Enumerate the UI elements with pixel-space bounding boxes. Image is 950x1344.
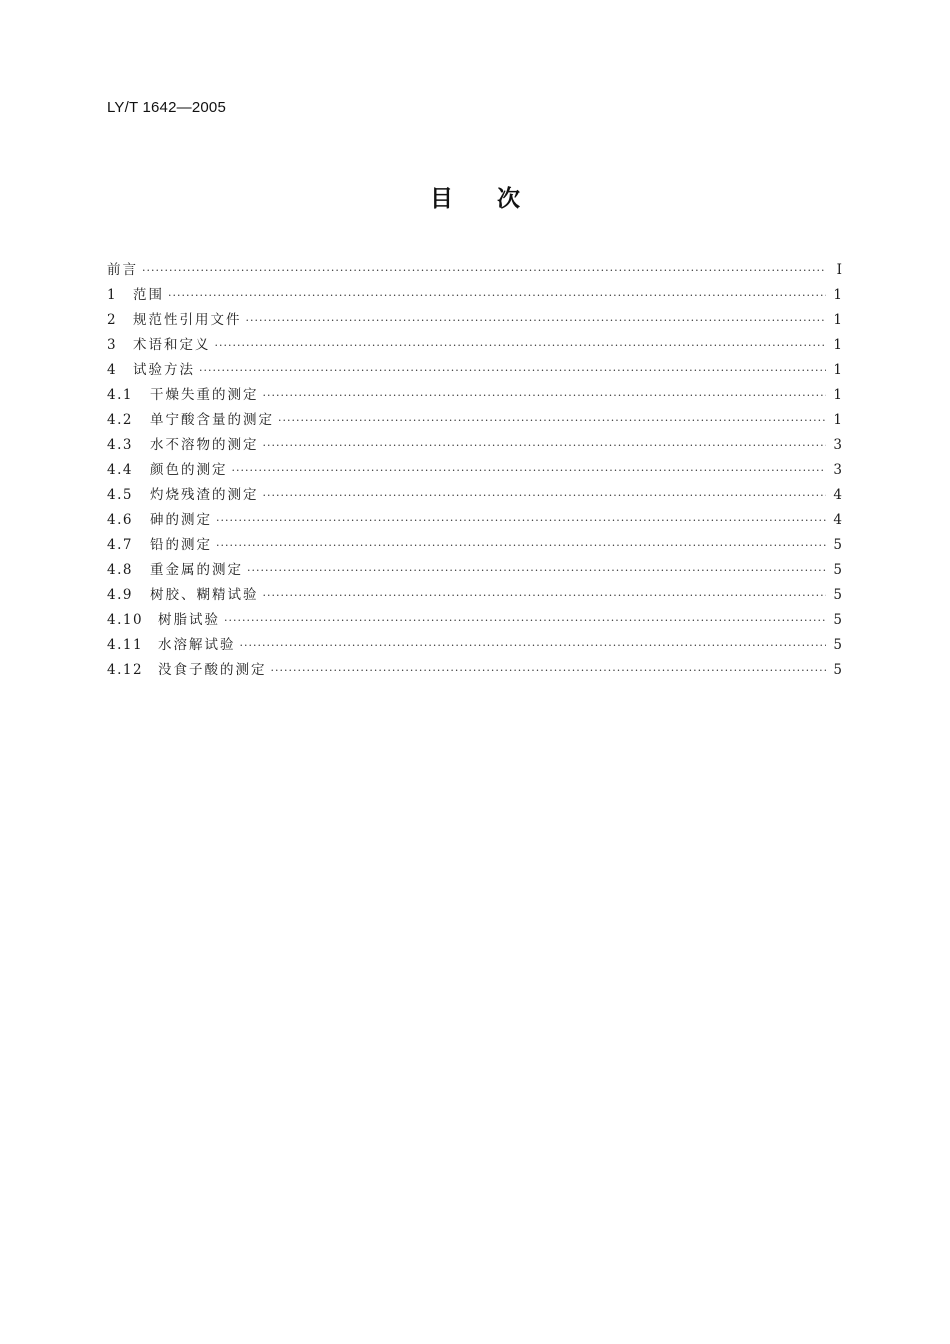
toc-entry-4-5[interactable] bbox=[107, 483, 842, 508]
toc-entry-4[interactable] bbox=[107, 358, 842, 383]
toc-entry-label: 树脂试验 bbox=[158, 612, 220, 628]
toc-entry-page: 1 bbox=[833, 312, 842, 328]
table-of-contents bbox=[107, 258, 842, 683]
toc-entry-label: 前言 bbox=[107, 262, 138, 278]
toc-entry-foreword[interactable] bbox=[107, 258, 842, 283]
toc-entry-number: 4.3 bbox=[107, 437, 133, 453]
toc-entry-4-10[interactable] bbox=[107, 608, 842, 633]
toc-entry-page: 4 bbox=[833, 487, 842, 503]
toc-entry-page: 5 bbox=[833, 587, 842, 603]
toc-entry-label: 铅的测定 bbox=[150, 537, 212, 553]
toc-entry-4-2[interactable] bbox=[107, 408, 842, 433]
page-title-part1: 目 bbox=[430, 186, 453, 212]
toc-entry-4-7[interactable] bbox=[107, 533, 842, 558]
toc-entry-label: 规范性引用文件 bbox=[133, 312, 242, 328]
toc-entry-label: 砷的测定 bbox=[150, 512, 212, 528]
toc-leader-dots bbox=[246, 308, 827, 333]
toc-leader-dots bbox=[247, 558, 826, 583]
toc-entry-label: 树胶、糊精试验 bbox=[150, 587, 259, 603]
toc-entry-number: 4.12 bbox=[107, 662, 144, 678]
toc-entry-label: 颜色的测定 bbox=[150, 462, 228, 478]
toc-entry-number: 1 bbox=[107, 287, 118, 303]
toc-leader-dots bbox=[263, 483, 827, 508]
toc-entry-number: 4.9 bbox=[107, 587, 133, 603]
toc-entry-number: 4.8 bbox=[107, 562, 133, 578]
toc-entry-4-8[interactable] bbox=[107, 558, 842, 583]
toc-entry-page: 3 bbox=[833, 437, 842, 453]
toc-entry-4-12[interactable] bbox=[107, 658, 842, 683]
toc-leader-dots bbox=[224, 608, 826, 633]
toc-entry-4-6[interactable] bbox=[107, 508, 842, 533]
toc-leader-dots bbox=[263, 383, 827, 408]
toc-entry-label: 范围 bbox=[133, 287, 164, 303]
toc-leader-dots bbox=[216, 533, 826, 558]
toc-entry-label: 水溶解试验 bbox=[158, 637, 236, 653]
page-title bbox=[0, 180, 950, 213]
toc-entry-number: 4.7 bbox=[107, 537, 133, 553]
page-title-part2: 次 bbox=[497, 186, 520, 212]
toc-leader-dots bbox=[263, 583, 827, 608]
toc-leader-dots bbox=[168, 283, 826, 308]
toc-entry-label: 干燥失重的测定 bbox=[150, 387, 259, 403]
toc-entry-page: 5 bbox=[833, 562, 842, 578]
toc-leader-dots bbox=[278, 408, 826, 433]
toc-leader-dots bbox=[240, 633, 827, 658]
toc-entry-label: 单宁酸含量的测定 bbox=[150, 412, 274, 428]
toc-entry-page: 1 bbox=[833, 412, 842, 428]
toc-entry-page: 1 bbox=[833, 337, 842, 353]
toc-entry-page: 1 bbox=[833, 362, 842, 378]
toc-entry-number: 4.6 bbox=[107, 512, 133, 528]
toc-entry-page: 1 bbox=[833, 387, 842, 403]
toc-entry-3[interactable] bbox=[107, 333, 842, 358]
toc-entry-page: 5 bbox=[833, 537, 842, 553]
toc-entry-label: 灼烧残渣的测定 bbox=[150, 487, 259, 503]
toc-entry-page: 5 bbox=[833, 637, 842, 653]
toc-leader-dots bbox=[215, 333, 827, 358]
toc-leader-dots bbox=[216, 508, 826, 533]
toc-entry-number: 4.4 bbox=[107, 462, 133, 478]
toc-entry-4-11[interactable] bbox=[107, 633, 842, 658]
toc-entry-4-9[interactable] bbox=[107, 583, 842, 608]
toc-entry-label: 试验方法 bbox=[133, 362, 195, 378]
toc-entry-number: 4.5 bbox=[107, 487, 133, 503]
toc-entry-number: 4 bbox=[107, 362, 118, 378]
toc-entry-label: 水不溶物的测定 bbox=[150, 437, 259, 453]
toc-leader-dots bbox=[199, 358, 826, 383]
toc-leader-dots bbox=[142, 258, 826, 283]
toc-entry-number: 4.1 bbox=[107, 387, 133, 403]
toc-entry-page: Ⅰ bbox=[836, 262, 842, 278]
toc-entry-number: 3 bbox=[107, 337, 118, 353]
toc-entry-1[interactable] bbox=[107, 283, 842, 308]
toc-entry-page: 1 bbox=[833, 287, 842, 303]
standard-code: LY/T 1642—2005 bbox=[107, 99, 226, 116]
toc-entry-label: 没食子酸的测定 bbox=[158, 662, 267, 678]
toc-entry-number: 2 bbox=[107, 312, 118, 328]
toc-leader-dots bbox=[232, 458, 827, 483]
toc-entry-label: 术语和定义 bbox=[133, 337, 211, 353]
toc-entry-2[interactable] bbox=[107, 308, 842, 333]
toc-entry-label: 重金属的测定 bbox=[150, 562, 243, 578]
toc-entry-4-1[interactable] bbox=[107, 383, 842, 408]
toc-entry-4-4[interactable] bbox=[107, 458, 842, 483]
toc-leader-dots bbox=[263, 433, 827, 458]
toc-entry-number: 4.10 bbox=[107, 612, 144, 628]
toc-entry-number: 4.11 bbox=[107, 637, 144, 653]
toc-entry-number: 4.2 bbox=[107, 412, 133, 428]
toc-entry-4-3[interactable] bbox=[107, 433, 842, 458]
toc-entry-page: 5 bbox=[833, 662, 842, 678]
toc-entry-page: 5 bbox=[833, 612, 842, 628]
toc-entry-page: 3 bbox=[833, 462, 842, 478]
toc-leader-dots bbox=[271, 658, 827, 683]
toc-entry-page: 4 bbox=[833, 512, 842, 528]
